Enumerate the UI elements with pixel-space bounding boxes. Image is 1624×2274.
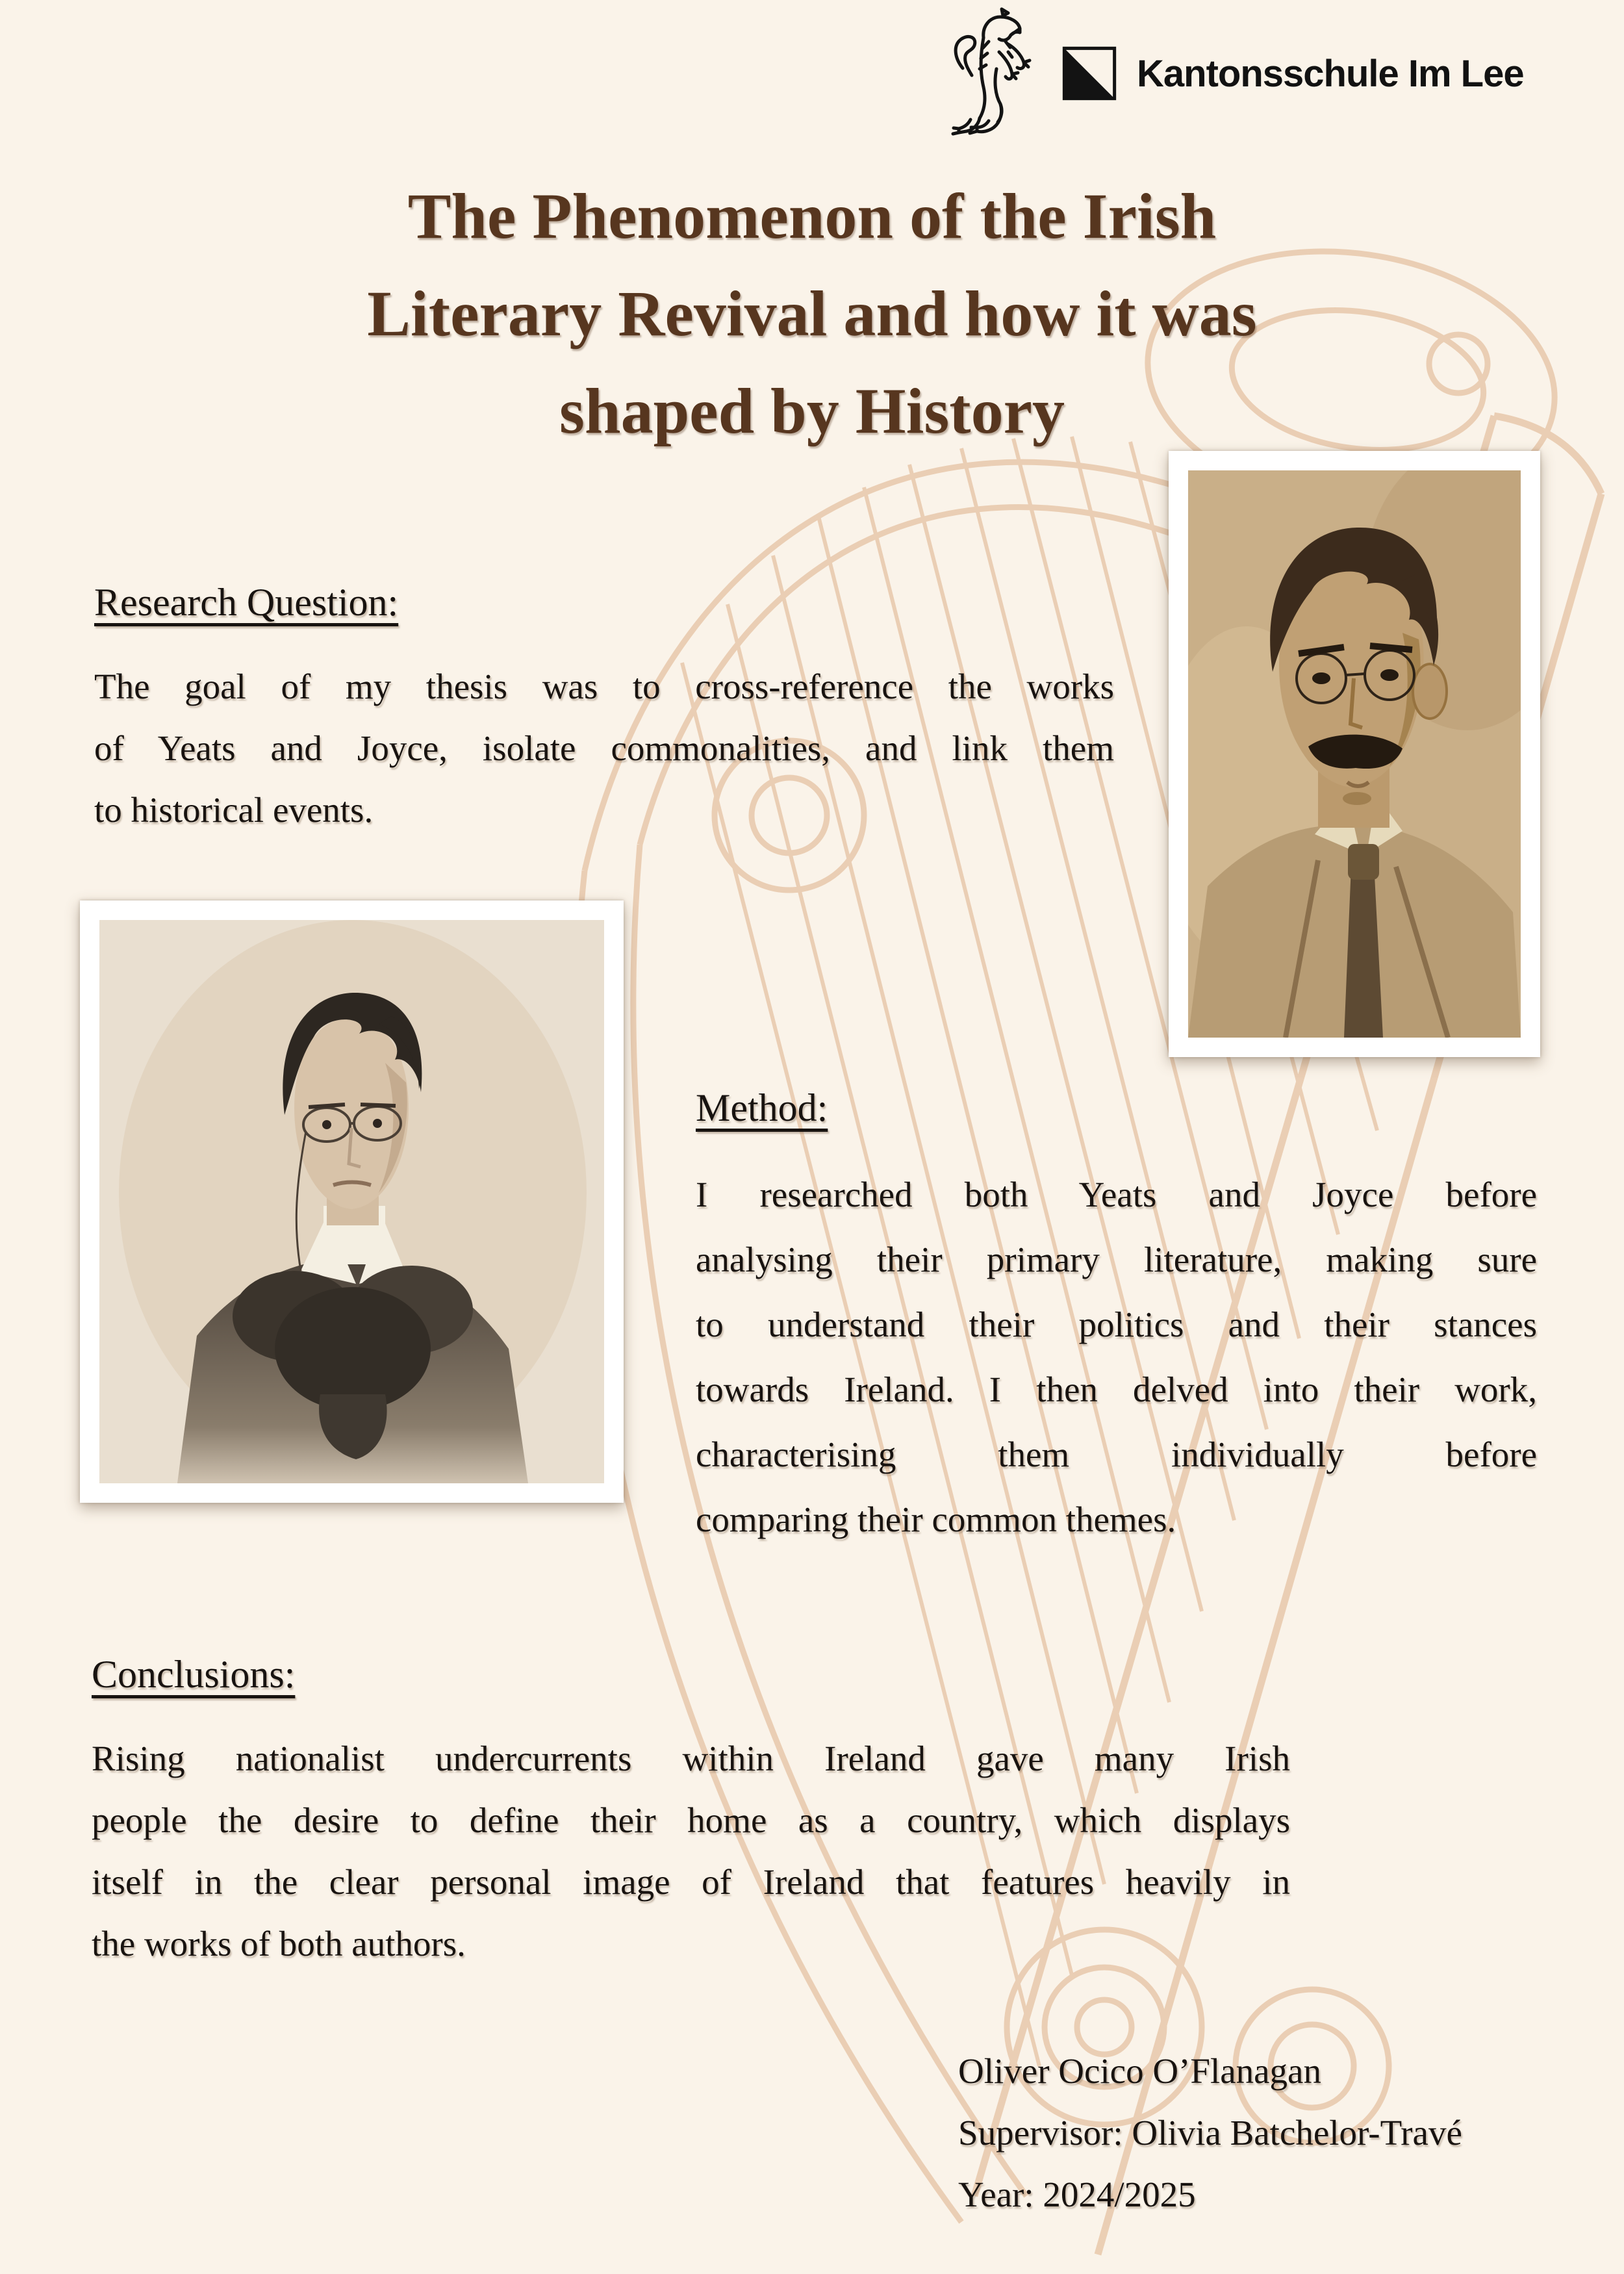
zurich-lion-icon <box>943 6 1047 143</box>
conclusions-line: itself in the clear personal image of Ireland that features heavily in <box>92 1862 1290 1902</box>
conclusions-line: Rising nationalist undercurrents within Ireland gave many Irish <box>92 1739 1290 1778</box>
research-question-line: to historical events. <box>94 790 374 830</box>
method-line: analysing their primary literature, making sure <box>696 1240 1537 1279</box>
title-line: The Phenomenon of the Irish <box>407 180 1217 252</box>
research-question-line: of Yeats and Joyce, isolate commonalities, and link them <box>94 728 1114 768</box>
research-question-section <box>94 572 1114 841</box>
school-name: Kantonsschule Im Lee <box>1137 53 1524 95</box>
method-line: I researched both Yeats and Joyce before <box>696 1175 1537 1214</box>
conclusions-section <box>92 1644 1290 1974</box>
research-question-line: The goal of my thesis was to cross-reference the works <box>94 667 1114 706</box>
author-name: Oliver Ocico O’Flanagan <box>958 2051 1321 2091</box>
conclusions-line: people the desire to define their home as a country, which displays <box>92 1800 1290 1840</box>
year-label: Year: 2024/2025 <box>958 2175 1196 2214</box>
method-line: to understand their politics and their stances <box>696 1305 1537 1344</box>
method-line: characterising them individually before <box>696 1435 1537 1474</box>
research-question-heading: Research Question: <box>94 581 399 624</box>
zurich-shield-icon <box>1062 46 1117 101</box>
wb-yeats-portrait-illustration <box>99 920 604 1483</box>
method-heading: Method: <box>696 1086 828 1129</box>
method-line: comparing their common themes. <box>696 1500 1176 1539</box>
supervisor-name: Supervisor: Olivia Batchelor-Travé <box>958 2113 1462 2153</box>
photo-wb-yeats <box>80 901 624 1503</box>
method-section <box>696 1075 1537 1552</box>
credits-block <box>958 2040 1601 2225</box>
conclusions-line: the works of both authors. <box>92 1924 466 1963</box>
photo-james-joyce <box>1169 451 1540 1057</box>
title-line: Literary Revival and how it was <box>367 277 1257 350</box>
title-line: shaped by History <box>559 375 1065 447</box>
method-line: towards Ireland. I then delved into their work, <box>696 1370 1537 1409</box>
james-joyce-portrait-illustration <box>1188 470 1521 1038</box>
conclusions-heading: Conclusions: <box>92 1653 296 1696</box>
poster-title <box>0 168 1624 460</box>
